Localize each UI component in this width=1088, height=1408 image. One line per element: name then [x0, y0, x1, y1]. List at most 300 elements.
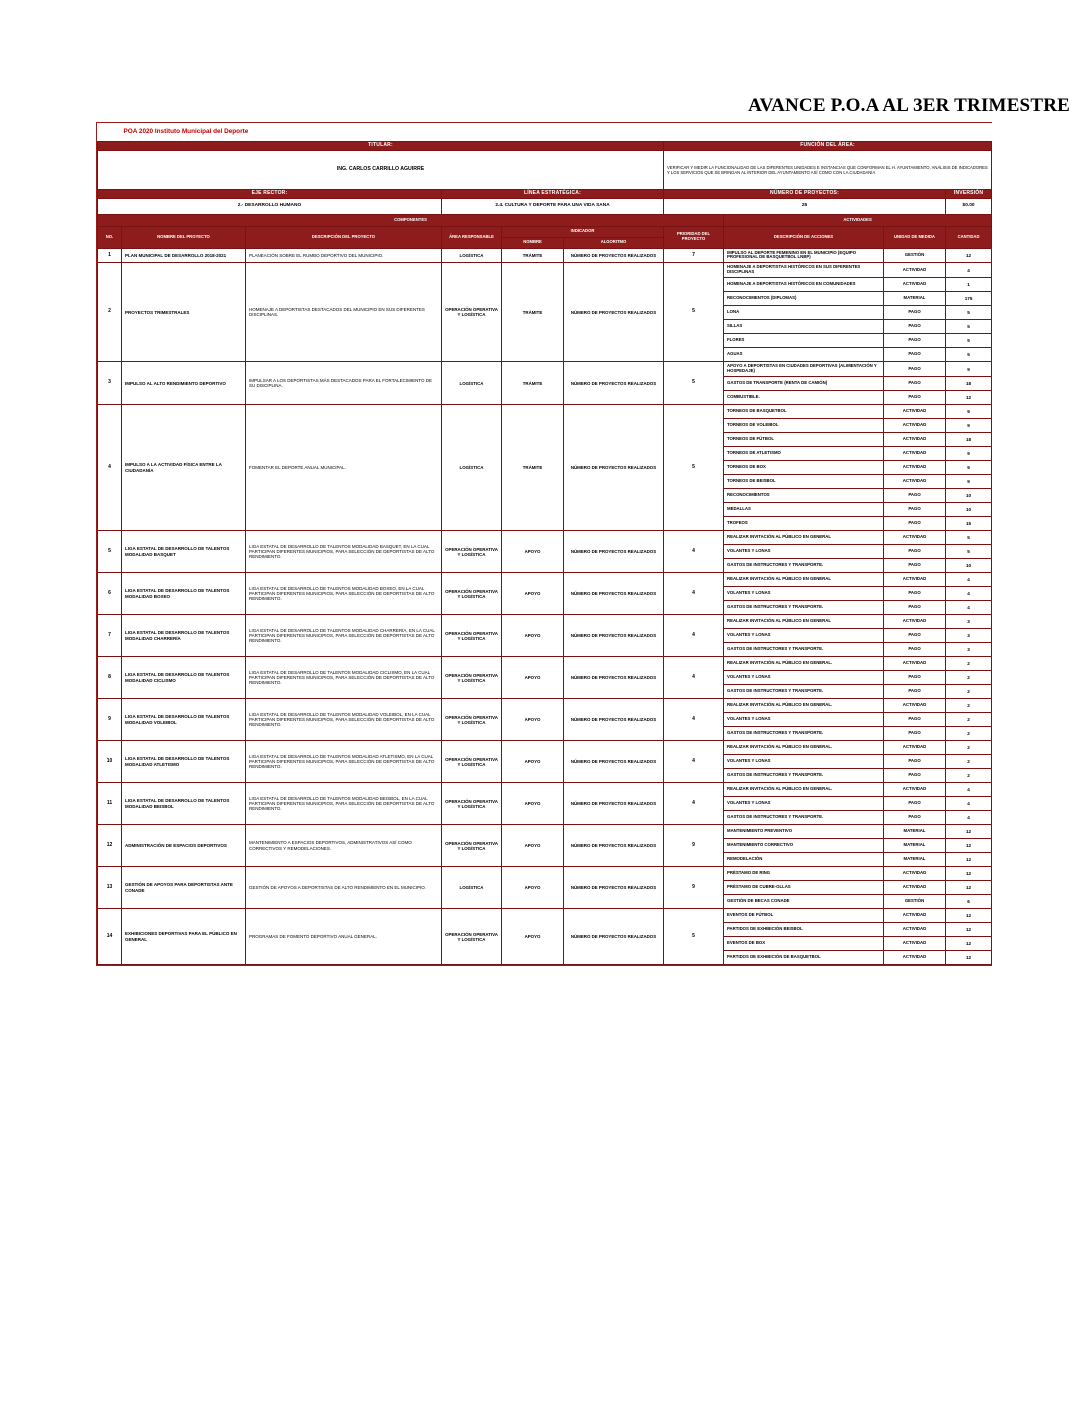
cell-indicador-nombre: APOYO: [502, 573, 564, 615]
cell-accion: VOLANTES Y LONAS: [724, 713, 884, 727]
col-indicador-algoritmo: ALGORITMO: [564, 237, 664, 248]
cell-area-responsable: LOGÍSTICA: [442, 362, 502, 405]
cell-cantidad: 9: [946, 461, 992, 475]
cell-unidad-medida: MATERIAL: [884, 292, 946, 306]
cell-unidad-medida: MATERIAL: [884, 839, 946, 853]
sheet-title: POA 2020 Instituto Municipal del Deporte: [98, 123, 992, 142]
cell-unidad-medida: ACTIVIDAD: [884, 433, 946, 447]
cell-cantidad: 9: [946, 362, 992, 377]
cell-accion: MANTENIMIENTO PREVENTIVO: [724, 825, 884, 839]
cell-accion: VOLANTES Y LONAS: [724, 587, 884, 601]
cell-cantidad: 4: [946, 263, 992, 278]
eje-value-row: [98, 198, 992, 214]
cell-unidad-medida: PAGO: [884, 320, 946, 334]
cell-cantidad: 2: [946, 755, 992, 769]
cell-unidad-medida: ACTIVIDAD: [884, 475, 946, 489]
cell-indicador-nombre: APOYO: [502, 825, 564, 867]
cell-nombre-proyecto: GESTIÓN DE APOYOS PARA DEPORTISTAS ANTE CONADE: [122, 867, 246, 909]
cell-area-responsable: OPERACIÓN OPERATIVA Y LOGÍSTICA: [442, 741, 502, 783]
cell-no: 12: [98, 825, 122, 867]
cell-indicador-nombre: TRÁMITE: [502, 405, 564, 531]
cell-cantidad: 9: [946, 447, 992, 461]
cell-cantidad: 9: [946, 405, 992, 419]
cell-unidad-medida: PAGO: [884, 643, 946, 657]
cell-nombre-proyecto: PROYECTOS TRIMESTRALES: [122, 263, 246, 362]
cell-unidad-medida: ACTIVIDAD: [884, 881, 946, 895]
cell-area-responsable: OPERACIÓN OPERATIVA Y LOGÍSTICA: [442, 909, 502, 965]
cell-cantidad: 10: [946, 503, 992, 517]
cell-unidad-medida: ACTIVIDAD: [884, 657, 946, 671]
actividades-header: ACTIVIDADES: [724, 214, 992, 226]
cell-prioridad: 7: [664, 248, 724, 263]
cell-cantidad: 4: [946, 811, 992, 825]
cell-unidad-medida: ACTIVIDAD: [884, 278, 946, 292]
cell-cantidad: 5: [946, 348, 992, 362]
cell-nombre-proyecto: ADMINISTRACIÓN DE ESPACIOS DEPORTIVOS: [122, 825, 246, 867]
cell-descripcion-proyecto: LIGA ESTATAL DE DESARROLLO DE TALENTOS MODALIDAD CHARRERÍA, EN LA CUAL PARTICIPAN DIFERENTES MUNICIPIOS, PARA SELECCIÓN DE DEPORTISTAS DE ALTO RENDIMIENTO.: [246, 615, 442, 657]
cell-area-responsable: LOGÍSTICA: [442, 248, 502, 263]
cell-accion: VOLANTES Y LONAS: [724, 629, 884, 643]
cell-accion: TORNEOS DE BEISBOL: [724, 475, 884, 489]
inversion-header: INVERSIÓN: [946, 189, 992, 198]
cell-accion: EVENTOS DE FÚTBOL: [724, 909, 884, 923]
cell-nombre-proyecto: LIGA ESTATAL DE DESARROLLO DE TALENTOS MODALIDAD VOLEIBOL: [122, 699, 246, 741]
cell-cantidad: 2: [946, 713, 992, 727]
cell-indicador-algoritmo: NÚMERO DE PROYECTOS REALIZADOS: [564, 263, 664, 362]
cell-cantidad: 12: [946, 391, 992, 405]
cell-cantidad: 3: [946, 643, 992, 657]
cell-unidad-medida: PAGO: [884, 811, 946, 825]
cell-indicador-algoritmo: NÚMERO DE PROYECTOS REALIZADOS: [564, 248, 664, 263]
cell-no: 13: [98, 867, 122, 909]
cell-unidad-medida: PAGO: [884, 391, 946, 405]
cell-accion: TROFEOS: [724, 517, 884, 531]
cell-accion: PRÉSTAMO DE RING: [724, 867, 884, 881]
cell-nombre-proyecto: LIGA ESTATAL DE DESARROLLO DE TALENTOS MODALIDAD BASQUET: [122, 531, 246, 573]
band-componentes-row: [98, 214, 992, 226]
cell-accion: GASTOS DE INSTRUCTORES Y TRANSPORTE.: [724, 643, 884, 657]
table-row: [98, 699, 992, 713]
cell-descripcion-proyecto: LIGA ESTATAL DE DESARROLLO DE TALENTOS MODALIDAD BASQUET, EN LA CUAL PARTICIPAN DIFERENTES MUNICIPIOS, PARA SELECCIÓN DE DEPORTISTAS DE ALTO RENDIMIENTO.: [246, 531, 442, 573]
cell-accion: FLORES: [724, 334, 884, 348]
componentes-header: COMPONENTES: [98, 214, 724, 226]
cell-accion: REALIZAR INVITACIÓN AL PÚBLICO EN GENERAL: [724, 573, 884, 587]
cell-cantidad: 175: [946, 292, 992, 306]
cell-accion: PRÉSTAMO DE CUBRE-OLLAS: [724, 881, 884, 895]
cell-no: 1: [98, 248, 122, 263]
cell-unidad-medida: ACTIVIDAD: [884, 923, 946, 937]
eje-rector-value: 2.- DESARROLLO HUMANO: [98, 198, 442, 214]
cell-cantidad: 5: [946, 306, 992, 320]
cell-indicador-algoritmo: NÚMERO DE PROYECTOS REALIZADOS: [564, 531, 664, 573]
cell-unidad-medida: PAGO: [884, 685, 946, 699]
cell-unidad-medida: PAGO: [884, 755, 946, 769]
cell-descripcion-proyecto: PROGRAMAS DE FOMENTO DEPORTIVO ANUAL GENERAL.: [246, 909, 442, 965]
cell-accion: REMODELACIÓN: [724, 853, 884, 867]
table-row: [98, 362, 992, 377]
cell-cantidad: 2: [946, 741, 992, 755]
cell-cantidad: 9: [946, 419, 992, 433]
cell-no: 7: [98, 615, 122, 657]
titular-header: TITULAR:: [98, 142, 664, 151]
cell-unidad-medida: PAGO: [884, 517, 946, 531]
cell-indicador-nombre: APOYO: [502, 867, 564, 909]
cell-unidad-medida: ACTIVIDAD: [884, 405, 946, 419]
cell-no: 8: [98, 657, 122, 699]
cell-unidad-medida: ACTIVIDAD: [884, 909, 946, 923]
cell-accion: APOYO A DEPORTISTAS EN CIUDADES DEPORTIVAS (ALIMENTACIÓN Y HOSPEDAJE): [724, 362, 884, 377]
cell-accion: IMPULSO AL DEPORTE FEMENINO EN EL MUNICIPIO (EQUIPO PROFESIONAL DE BASQUETBOL LNBP): [724, 248, 884, 263]
cell-cantidad: 4: [946, 573, 992, 587]
cell-cantidad: 18: [946, 377, 992, 391]
cell-descripcion-proyecto: LIGA ESTATAL DE DESARROLLO DE TALENTOS MODALIDAD CICLISMO, EN LA CUAL PARTICIPAN DIFERENTES MUNICIPIOS, PARA SELECCIÓN DE DEPORTISTAS DE ALTO RENDIMIENTO.: [246, 657, 442, 699]
cell-prioridad: 4: [664, 531, 724, 573]
cell-area-responsable: LOGÍSTICA: [442, 867, 502, 909]
cell-no: 3: [98, 362, 122, 405]
cell-indicador-nombre: TRÁMITE: [502, 248, 564, 263]
cell-unidad-medida: PAGO: [884, 601, 946, 615]
cell-unidad-medida: ACTIVIDAD: [884, 531, 946, 545]
cell-prioridad: 5: [664, 263, 724, 362]
cell-accion: REALIZAR INVITACIÓN AL PÚBLICO EN GENERAL: [724, 615, 884, 629]
cell-cantidad: 12: [946, 839, 992, 853]
numero-proyectos-header: NÚMERO DE PROYECTOS:: [664, 189, 946, 198]
cell-unidad-medida: PAGO: [884, 489, 946, 503]
cell-accion: EVENTOS DE BOX: [724, 937, 884, 951]
col-no: NO.: [98, 226, 122, 248]
linea-estrategica-value: 2.4. CULTURA Y DEPORTE PARA UNA VIDA SANA: [442, 198, 664, 214]
table-row: [98, 909, 992, 923]
cell-descripcion-proyecto: LIGA ESTATAL DE DESARROLLO DE TALENTOS MODALIDAD BOXEO, EN LA CUAL PARTICIPAN DIFERENTES MUNICIPIOS, PARA SELECCIÓN DE DEPORTISTAS DE ALTO RENDIMIENTO.: [246, 573, 442, 615]
cell-accion: GASTOS DE INSTRUCTORES Y TRANSPORTE.: [724, 769, 884, 783]
cell-cantidad: 2: [946, 769, 992, 783]
cell-cantidad: 12: [946, 867, 992, 881]
cell-indicador-algoritmo: NÚMERO DE PROYECTOS REALIZADOS: [564, 362, 664, 405]
cell-indicador-algoritmo: NÚMERO DE PROYECTOS REALIZADOS: [564, 405, 664, 531]
table-row: [98, 573, 992, 587]
cell-area-responsable: OPERACIÓN OPERATIVA Y LOGÍSTICA: [442, 573, 502, 615]
band-eje-row: [98, 189, 992, 198]
cell-unidad-medida: ACTIVIDAD: [884, 937, 946, 951]
cell-unidad-medida: PAGO: [884, 713, 946, 727]
cell-cantidad: 5: [946, 531, 992, 545]
cell-prioridad: 4: [664, 615, 724, 657]
cell-indicador-nombre: APOYO: [502, 741, 564, 783]
cell-accion: TORNEOS DE BOX: [724, 461, 884, 475]
cell-accion: GASTOS DE TRANSPORTE (RENTA DE CAMIÓN): [724, 377, 884, 391]
cell-cantidad: 12: [946, 951, 992, 965]
cell-unidad-medida: ACTIVIDAD: [884, 783, 946, 797]
cell-cantidad: 4: [946, 797, 992, 811]
cell-unidad-medida: PAGO: [884, 334, 946, 348]
cell-cantidad: 2: [946, 699, 992, 713]
col-indicador: INDICADOR: [502, 226, 664, 237]
cell-accion: MEDALLAS: [724, 503, 884, 517]
band-titular-row: [98, 142, 992, 151]
cell-indicador-algoritmo: NÚMERO DE PROYECTOS REALIZADOS: [564, 615, 664, 657]
funcion-value: VERIFICAR Y MEDIR LA FUNCIONALIDAD DE LAS DIFERENTES UNIDADES E INSTANCIAS QUE CONFORMAN EL H. AYUNTAMIENTO, ANÁLISIS DE INDICADORES Y LOS SERVICIOS QUE SE BRINDAN AL INTERIOR DEL AYUNTAMIENTO ASÍ COMO CON LA CIUDADANÍA: [664, 150, 992, 189]
titular-value: ING. CARLOS CARRILLO AGUIRRE: [98, 150, 664, 189]
cell-unidad-medida: PAGO: [884, 629, 946, 643]
table-body: [98, 248, 992, 965]
col-prioridad: PRIORIDAD DEL PROYECTO: [664, 226, 724, 248]
cell-accion: VOLANTES Y LONAS: [724, 797, 884, 811]
cell-cantidad: 12: [946, 937, 992, 951]
cell-no: 4: [98, 405, 122, 531]
cell-indicador-nombre: APOYO: [502, 615, 564, 657]
table-row: [98, 741, 992, 755]
cell-accion: VOLANTES Y LONAS: [724, 755, 884, 769]
cell-accion: REALIZAR INVITACIÓN AL PÚBLICO EN GENERAL.: [724, 783, 884, 797]
cell-indicador-nombre: TRÁMITE: [502, 263, 564, 362]
cell-accion: AGUAS: [724, 348, 884, 362]
cell-unidad-medida: ACTIVIDAD: [884, 741, 946, 755]
cell-unidad-medida: MATERIAL: [884, 825, 946, 839]
cell-area-responsable: OPERACIÓN OPERATIVA Y LOGÍSTICA: [442, 699, 502, 741]
cell-accion: REALIZAR INVITACIÓN AL PÚBLICO EN GENERAL.: [724, 741, 884, 755]
cell-indicador-algoritmo: NÚMERO DE PROYECTOS REALIZADOS: [564, 867, 664, 909]
cell-accion: VOLANTES Y LONAS: [724, 545, 884, 559]
cell-cantidad: 5: [946, 320, 992, 334]
cell-cantidad: 5: [946, 545, 992, 559]
cell-descripcion-proyecto: GESTIÓN DE APOYOS A DEPORTISTAS DE ALTO RENDIMIENTO EN EL MUNICIPIO.: [246, 867, 442, 909]
cell-unidad-medida: ACTIVIDAD: [884, 263, 946, 278]
cell-unidad-medida: PAGO: [884, 727, 946, 741]
eje-rector-header: EJE RECTOR:: [98, 189, 442, 198]
cell-prioridad: 4: [664, 741, 724, 783]
cell-cantidad: 12: [946, 923, 992, 937]
cell-descripcion-proyecto: HOMENAJE A DEPORTISTAS DESTACADOS DEL MUNICIPIO EN SUS DIFERENTES DISCIPLINAS.: [246, 263, 442, 362]
cell-cantidad: 10: [946, 559, 992, 573]
cell-descripcion-proyecto: FOMENTAR EL DEPORTE ANUAL MUNICIPAL.: [246, 405, 442, 531]
cell-accion: TORNEOS DE BASQUETBOL: [724, 405, 884, 419]
cell-descripcion-proyecto: IMPULSAR A LOS DEPORTISTAS MÁS DESTACADOS PARA EL FORTALECIMIENTO DE SU DISCIPLINA.: [246, 362, 442, 405]
cell-unidad-medida: PAGO: [884, 769, 946, 783]
table-row: [98, 405, 992, 419]
cell-unidad-medida: PAGO: [884, 362, 946, 377]
cell-unidad-medida: ACTIVIDAD: [884, 699, 946, 713]
cell-unidad-medida: ACTIVIDAD: [884, 419, 946, 433]
cell-indicador-nombre: APOYO: [502, 909, 564, 965]
cell-unidad-medida: PAGO: [884, 559, 946, 573]
page-title: AVANCE P.O.A AL 3ER TRIMESTRE: [748, 95, 1070, 116]
cell-nombre-proyecto: LIGA ESTATAL DE DESARROLLO DE TALENTOS MODALIDAD ATLETISMO: [122, 741, 246, 783]
cell-descripcion-proyecto: LIGA ESTATAL DE DESARROLLO DE TALENTOS MODALIDAD VOLEIBOL, EN LA CUAL PARTICIPAN DIFERENTES MUNICIPIOS, PARA SELECCIÓN DE DEPORTISTAS DE ALTO RENDIMIENTO.: [246, 699, 442, 741]
cell-unidad-medida: PAGO: [884, 671, 946, 685]
cell-accion: GASTOS DE INSTRUCTORES Y TRANSPORTE.: [724, 559, 884, 573]
cell-no: 14: [98, 909, 122, 965]
cell-area-responsable: OPERACIÓN OPERATIVA Y LOGÍSTICA: [442, 263, 502, 362]
cell-accion: GESTIÓN DE BECAS CONADE: [724, 895, 884, 909]
cell-prioridad: 4: [664, 573, 724, 615]
col-indicador-nombre: NOMBRE: [502, 237, 564, 248]
cell-unidad-medida: GESTIÓN: [884, 895, 946, 909]
table-row: [98, 615, 992, 629]
cell-indicador-nombre: APOYO: [502, 657, 564, 699]
cell-cantidad: 5: [946, 334, 992, 348]
cell-cantidad: 15: [946, 517, 992, 531]
inversion-value: $0.00: [946, 198, 992, 214]
cell-accion: GASTOS DE INSTRUCTORES Y TRANSPORTE.: [724, 601, 884, 615]
cell-indicador-algoritmo: NÚMERO DE PROYECTOS REALIZADOS: [564, 825, 664, 867]
cell-indicador-nombre: APOYO: [502, 783, 564, 825]
cell-unidad-medida: PAGO: [884, 797, 946, 811]
cell-cantidad: 10: [946, 489, 992, 503]
cell-cantidad: 12: [946, 248, 992, 263]
cell-cantidad: 4: [946, 601, 992, 615]
cell-accion: GASTOS DE INSTRUCTORES Y TRANSPORTE.: [724, 811, 884, 825]
cell-cantidad: 2: [946, 657, 992, 671]
cell-prioridad: 5: [664, 909, 724, 965]
cell-cantidad: 12: [946, 909, 992, 923]
cell-no: 5: [98, 531, 122, 573]
cell-prioridad: 4: [664, 783, 724, 825]
column-group-row: [98, 226, 992, 237]
table-row: [98, 783, 992, 797]
cell-cantidad: 12: [946, 853, 992, 867]
cell-accion: GASTOS DE INSTRUCTORES Y TRANSPORTE.: [724, 727, 884, 741]
cell-unidad-medida: ACTIVIDAD: [884, 461, 946, 475]
cell-cantidad: 1: [946, 278, 992, 292]
cell-accion: SILLAS: [724, 320, 884, 334]
table-row: [98, 263, 992, 278]
cell-unidad-medida: ACTIVIDAD: [884, 447, 946, 461]
cell-nombre-proyecto: LIGA ESTATAL DE DESARROLLO DE TALENTOS MODALIDAD CHARRERÍA: [122, 615, 246, 657]
poa-table: [97, 123, 992, 965]
cell-unidad-medida: ACTIVIDAD: [884, 615, 946, 629]
cell-unidad-medida: PAGO: [884, 306, 946, 320]
cell-unidad-medida: PAGO: [884, 545, 946, 559]
cell-nombre-proyecto: PLAN MUNICIPAL DE DESARROLLO 2018-2021: [122, 248, 246, 263]
cell-accion: PARTIDOS DE EXHIBICIÓN BEISBOL: [724, 923, 884, 937]
cell-indicador-algoritmo: NÚMERO DE PROYECTOS REALIZADOS: [564, 657, 664, 699]
cell-cantidad: 3: [946, 629, 992, 643]
titular-value-row: [98, 150, 992, 189]
cell-unidad-medida: ACTIVIDAD: [884, 951, 946, 965]
cell-no: 2: [98, 263, 122, 362]
sheet-title-row: [98, 123, 992, 142]
table-row: [98, 825, 992, 839]
cell-unidad-medida: PAGO: [884, 348, 946, 362]
cell-nombre-proyecto: EXHIBICIONES DEPORTIVAS PARA EL PÚBLICO EN GENERAL: [122, 909, 246, 965]
linea-estrategica-header: LÍNEA ESTRATÉGICA:: [442, 189, 664, 198]
cell-cantidad: 4: [946, 783, 992, 797]
cell-cantidad: 2: [946, 685, 992, 699]
cell-unidad-medida: PAGO: [884, 587, 946, 601]
col-unidad-medida: UNIDAD DE MEDIDA: [884, 226, 946, 248]
cell-accion: TORNEOS DE VOLEIBOL: [724, 419, 884, 433]
cell-cantidad: 3: [946, 615, 992, 629]
cell-indicador-algoritmo: NÚMERO DE PROYECTOS REALIZADOS: [564, 699, 664, 741]
col-descripcion-proyecto: DESCRIPCIÓN DEL PROYECTO: [246, 226, 442, 248]
cell-nombre-proyecto: IMPULSO A LA ACTIVIDAD FÍSICA ENTRE LA CIUDADANÍA: [122, 405, 246, 531]
col-nombre-proyecto: NOMBRE DEL PROYECTO: [122, 226, 246, 248]
cell-accion: LONA: [724, 306, 884, 320]
cell-nombre-proyecto: LIGA ESTATAL DE DESARROLLO DE TALENTOS MODALIDAD CICLISMO: [122, 657, 246, 699]
cell-accion: REALIZAR INVITACIÓN AL PÚBLICO EN GENERAL: [724, 531, 884, 545]
cell-area-responsable: OPERACIÓN OPERATIVA Y LOGÍSTICA: [442, 783, 502, 825]
cell-area-responsable: LOGÍSTICA: [442, 405, 502, 531]
cell-cantidad: 18: [946, 433, 992, 447]
cell-no: 9: [98, 699, 122, 741]
cell-prioridad: 5: [664, 362, 724, 405]
cell-unidad-medida: ACTIVIDAD: [884, 573, 946, 587]
cell-unidad-medida: PAGO: [884, 377, 946, 391]
col-cantidad: CANTIDAD: [946, 226, 992, 248]
cell-accion: PARTIDOS DE EXHIBICIÓN DE BASQUETBOL: [724, 951, 884, 965]
cell-indicador-algoritmo: NÚMERO DE PROYECTOS REALIZADOS: [564, 909, 664, 965]
cell-indicador-nombre: APOYO: [502, 699, 564, 741]
cell-no: 6: [98, 573, 122, 615]
cell-area-responsable: OPERACIÓN OPERATIVA Y LOGÍSTICA: [442, 531, 502, 573]
cell-descripcion-proyecto: LIGA ESTATAL DE DESARROLLO DE TALENTOS MODALIDAD BEISBOL, EN LA CUAL PARTICIPAN DIFERENTES MUNICIPIOS, PARA SELECCIÓN DE DEPORTISTAS DE ALTO RENDIMIENTO.: [246, 783, 442, 825]
cell-accion: MANTENIMIENTO CORRECTIVO: [724, 839, 884, 853]
cell-accion: RECONOCIMIENTOS: [724, 489, 884, 503]
col-descripcion-acciones: DESCRIPCIÓN DE ACCIONES: [724, 226, 884, 248]
poa-sheet: [96, 122, 992, 966]
cell-unidad-medida: GESTIÓN: [884, 248, 946, 263]
cell-accion: TORNEOS DE FÚTBOL: [724, 433, 884, 447]
cell-accion: VOLANTES Y LONAS: [724, 671, 884, 685]
table-row: [98, 248, 992, 263]
cell-nombre-proyecto: LIGA ESTATAL DE DESARROLLO DE TALENTOS MODALIDAD BOXEO: [122, 573, 246, 615]
cell-cantidad: 12: [946, 825, 992, 839]
cell-no: 11: [98, 783, 122, 825]
cell-area-responsable: OPERACIÓN OPERATIVA Y LOGÍSTICA: [442, 825, 502, 867]
cell-nombre-proyecto: IMPULSO AL ALTO RENDIMIENTO DEPORTIVO: [122, 362, 246, 405]
col-area-responsable: ÁREA RESPONSABLE: [442, 226, 502, 248]
table-row: [98, 531, 992, 545]
cell-unidad-medida: PAGO: [884, 503, 946, 517]
cell-indicador-algoritmo: NÚMERO DE PROYECTOS REALIZADOS: [564, 783, 664, 825]
cell-cantidad: 2: [946, 727, 992, 741]
cell-indicador-nombre: TRÁMITE: [502, 362, 564, 405]
cell-descripcion-proyecto: PLANEACIÓN SOBRE EL RUMBO DEPORTIVO DEL MUNICIPIO.: [246, 248, 442, 263]
cell-prioridad: 5: [664, 405, 724, 531]
cell-accion: RECONOCIMIENTOS (DIPLOMAS): [724, 292, 884, 306]
cell-accion: TORNEOS DE ATLETISMO: [724, 447, 884, 461]
numero-proyectos-value: 25: [664, 198, 946, 214]
cell-indicador-algoritmo: NÚMERO DE PROYECTOS REALIZADOS: [564, 741, 664, 783]
cell-accion: HOMENAJE A DEPORTISTAS HISTÓRICOS EN SUS DIFERENTES DISCIPLINAS: [724, 263, 884, 278]
cell-cantidad: 12: [946, 881, 992, 895]
table-row: [98, 867, 992, 881]
cell-unidad-medida: ACTIVIDAD: [884, 867, 946, 881]
cell-prioridad: 4: [664, 657, 724, 699]
cell-accion: GASTOS DE INSTRUCTORES Y TRANSPORTE.: [724, 685, 884, 699]
cell-indicador-algoritmo: NÚMERO DE PROYECTOS REALIZADOS: [564, 573, 664, 615]
cell-accion: REALIZAR INVITACIÓN AL PÚBLICO EN GENERAL.: [724, 699, 884, 713]
cell-cantidad: 9: [946, 475, 992, 489]
cell-accion: COMBUSTIBLE.: [724, 391, 884, 405]
cell-no: 10: [98, 741, 122, 783]
cell-cantidad: 4: [946, 587, 992, 601]
cell-accion: REALIZAR INVITACIÓN AL PÚBLICO EN GENERAL.: [724, 657, 884, 671]
cell-area-responsable: OPERACIÓN OPERATIVA Y LOGÍSTICA: [442, 615, 502, 657]
cell-cantidad: 2: [946, 671, 992, 685]
cell-descripcion-proyecto: MANTENIMIENTO A ESPACIOS DEPORTIVOS, ADMINISTRATIVOS ASÍ COMO CORRECTIVOS Y REMODELACIONES.: [246, 825, 442, 867]
cell-prioridad: 4: [664, 699, 724, 741]
cell-nombre-proyecto: LIGA ESTATAL DE DESARROLLO DE TALENTOS MODALIDAD BEISBOL: [122, 783, 246, 825]
cell-descripcion-proyecto: LIGA ESTATAL DE DESARROLLO DE TALENTOS MODALIDAD ATLETISMO, EN LA CUAL PARTICIPAN DIFERENTES MUNICIPIOS, PARA SELECCIÓN DE DEPORTISTAS DE ALTO RENDIMIENTO.: [246, 741, 442, 783]
funcion-area-header: FUNCIÓN DEL ÁREA:: [664, 142, 992, 151]
table-row: [98, 657, 992, 671]
cell-area-responsable: OPERACIÓN OPERATIVA Y LOGÍSTICA: [442, 657, 502, 699]
cell-unidad-medida: MATERIAL: [884, 853, 946, 867]
cell-accion: HOMENAJE A DEPORTISTAS HISTÓRICOS EN COMUNIDADES: [724, 278, 884, 292]
cell-cantidad: 6: [946, 895, 992, 909]
cell-prioridad: 9: [664, 825, 724, 867]
